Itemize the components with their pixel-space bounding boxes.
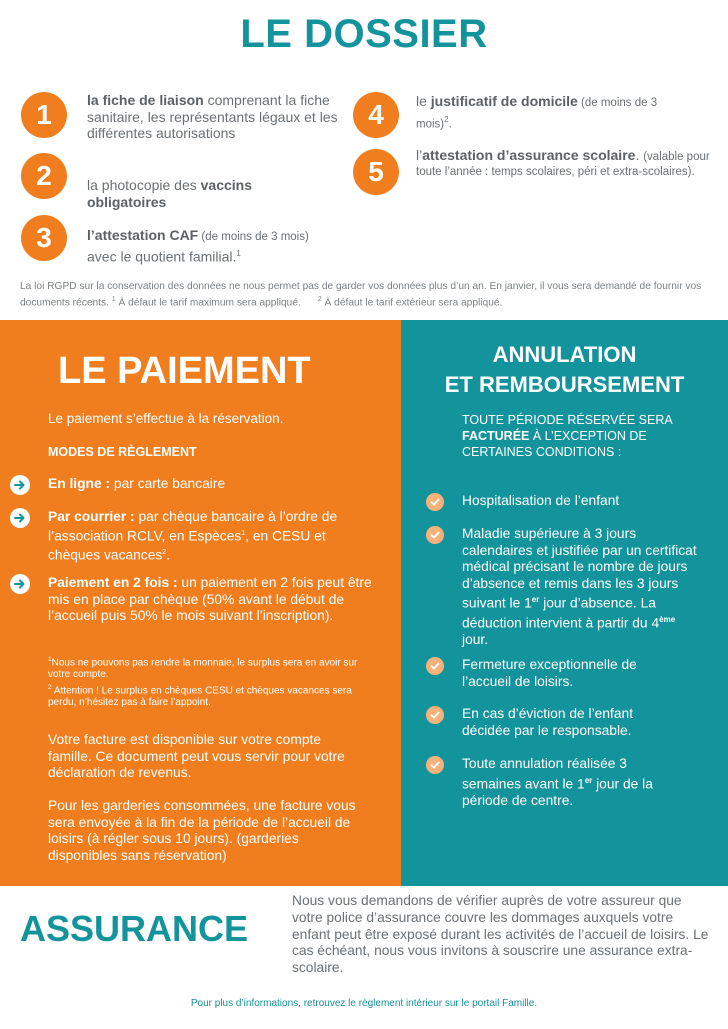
document-text-2 [87, 177, 317, 210]
arrow-right-icon [10, 574, 30, 594]
document-1-rest: comprenant la fiche sanitaire, les représentants légaux et les différentes autorisations [87, 92, 338, 141]
condition-5-sup: er [584, 775, 593, 785]
document-text-3 [87, 227, 349, 265]
rgpd-text: La loi RGPD sur la conservation des données ne nous permet pas de garder vos données plus d’un an. En janvier, il vous sera demandé de fournir vos documents récents. [20, 281, 702, 309]
payment-note-1 [48, 654, 378, 680]
condition-2-text2: jour d’absence. La déduction intervient à partir du 4 [462, 595, 660, 631]
payment-note-1-sup: 1 [48, 656, 52, 663]
document-4-small: (de moins de 3 mois) [416, 97, 658, 131]
condition-text: Fermeture exceptionnelle de l’accueil de loisirs. [462, 657, 637, 689]
condition-text: Hospitalisation de l’enfant [462, 493, 620, 508]
check-icon [426, 493, 444, 511]
payment-note-2-sup: 2 [48, 684, 52, 692]
document-5-rest: . [635, 147, 644, 163]
document-item-1 [21, 92, 351, 142]
document-item-3 [21, 215, 351, 265]
payment-mode-mail [10, 509, 390, 564]
document-3-small: (de moins de 3 mois) [198, 231, 309, 243]
check-icon [426, 706, 444, 724]
rgpd-note2: À défaut le tarif extérieur sera appliqué. [321, 297, 503, 309]
condition-item [426, 657, 721, 690]
document-5-pre: l’ [416, 147, 423, 163]
payment-note-2-text: Attention ! Le surplus en chèques CESU et chèques vacances sera perdu, n’hésitez pas à faire l’appoint. [48, 685, 352, 709]
insurance-text: Nous vous demandons de vérifier auprès de votre assureur que votre police d’assurance couvre les dommages auxquels votre enfant peut être exposé durant les activités de l’accueil de loisirs. Le cas échéant, nous vous invitons à souscrire une assurance extra-scolaire. [292, 893, 709, 976]
number-badge-2: 2 [21, 153, 67, 199]
cancellation-title-line1: ANNULATION [492, 342, 637, 367]
payment-invoice-text: Votre facture est disponible sur votre compte famille. Ce document peut vous servir pour votre déclaration de revenus. [48, 732, 345, 780]
document-5-bold: attestation d’assurance scolaire [422, 147, 636, 163]
arrow-right-icon [10, 508, 30, 528]
condition-text [462, 756, 687, 809]
page-title: LE DOSSIER [240, 12, 488, 56]
footer-note: Pour plus d’informations, retrouvez le règlement intérieur sur le portail Famille. [190, 998, 538, 1009]
document-item-2 [21, 153, 351, 210]
condition-text: En cas d’éviction de l’enfant décidée par le responsable. [462, 706, 634, 738]
condition-5-text2: jour de la période de centre. [462, 776, 653, 808]
document-text-5 [416, 149, 711, 179]
condition-2-text3: jour. [462, 632, 489, 648]
document-4-end: . [448, 118, 452, 131]
payment-mode-mail-text [48, 509, 378, 564]
number-badge-4: 4 [353, 92, 399, 138]
cancellation-title-line2: ET REMBOURSEMENT [444, 372, 685, 397]
payment-mode-mail-desc3: . [166, 547, 171, 563]
payment-daycare-text: Pour les garderies consommées, une facture vous sera envoyée à la fin de la période de l’accueil de loisirs (à régler sous 10 jours). (garderies disponibles sans réservation) [48, 798, 356, 863]
cancellation-title [401, 340, 728, 400]
arrow-right-icon [10, 475, 30, 495]
rgpd-note2-sup: 2 [317, 296, 322, 303]
payment-mode-installments-label: Paiement en 2 fois : [48, 575, 178, 590]
payment-mode-mail-label: Par courrier : [48, 509, 135, 524]
document-5-small: (valable pour toute l’année : temps scolaires, péri et extra-scolaires). [416, 151, 710, 178]
document-3-bold: l’attestation CAF [87, 227, 199, 243]
insurance-title: ASSURANCE [20, 908, 249, 949]
number-badge-3: 3 [21, 215, 67, 261]
payment-note-2 [48, 682, 378, 708]
document-3-rest: avec le quotient familial. [87, 248, 237, 265]
condition-2-text: Maladie supérieure à 3 jours calendaires et justifiée par un certificat médical précisant le nombre de jours d’absence et remis dans les 3 jours suivant le 1 [462, 526, 697, 611]
document-1-bold: la fiche de liaison [87, 92, 204, 108]
payment-mode-mail-desc: par chèque bancaire à l’ordre de l’association RCLV, en Espèces [48, 509, 338, 544]
document-4-bold: justificatif de domicile [430, 93, 578, 109]
check-icon [426, 657, 444, 675]
document-text-4 [416, 93, 691, 133]
payment-mode-installments [10, 575, 390, 625]
payment-title: LE PAIEMENT [58, 350, 311, 392]
payment-mode-mail-sup1: 1 [241, 529, 246, 537]
rgpd-note1: À défaut le tarif maximum sera appliqué. [115, 297, 301, 309]
condition-2-sup2: ème [659, 615, 676, 625]
condition-item [426, 756, 721, 809]
cancellation-intro-pre: TOUTE PÉRIODE RÉSERVÉE SERA [462, 413, 673, 427]
rgpd-note [20, 280, 710, 309]
cancellation-panel [401, 320, 728, 886]
payment-notes [48, 654, 378, 711]
payment-mode-mail-desc2: , en CESU et chèques vacances [48, 528, 326, 563]
payment-modes-heading: MODES DE RÈGLEMENT [48, 445, 197, 459]
payment-mode-online-label: En ligne : [48, 476, 111, 491]
number-badge-1: 1 [21, 92, 67, 138]
payment-mode-online-text [48, 476, 225, 493]
payment-intro: Le paiement s’effectue à la réservation. [48, 411, 284, 426]
condition-text [462, 526, 697, 649]
payment-mode-online [10, 476, 390, 495]
payment-mode-online-desc: par carte bancaire [110, 476, 226, 491]
payment-panel [0, 320, 401, 886]
document-4-pre: le [416, 93, 431, 109]
rgpd-note1-sup: 1 [111, 296, 116, 303]
condition-item [426, 493, 721, 511]
number-badge-5: 5 [353, 149, 399, 195]
check-icon [426, 756, 444, 774]
condition-2-sup: er [531, 595, 540, 604]
condition-item [426, 526, 721, 649]
payment-mode-mail-sup2: 2 [162, 548, 167, 556]
document-2-pre: la photocopie des [87, 177, 201, 193]
payment-mode-installments-text [48, 575, 378, 625]
payment-note-1-text: Nous ne pouvons pas rendre la monnaie, le surplus sera en avoir sur votre compte. [48, 657, 358, 680]
condition-item [426, 706, 721, 739]
check-icon [426, 526, 444, 544]
document-item-5 [353, 149, 713, 195]
document-3-sup: 1 [236, 248, 241, 258]
document-2-bold: vaccins obligatoires [87, 177, 253, 210]
cancellation-intro-bold: FACTURÉE [462, 429, 530, 443]
condition-5-text: Toute annulation réalisée 3 semaines avant le 1 [462, 756, 627, 792]
cancellation-intro [462, 412, 702, 460]
document-4-sup: 2 [444, 114, 449, 124]
document-item-4 [353, 92, 713, 138]
document-text-1 [87, 92, 349, 142]
cancellation-intro-post: À L’EXCEPTION DE CERTAINES CONDITIONS : [462, 429, 647, 459]
payment-mode-installments-desc: un paiement en 2 fois peut être mis en place par chèque (50% avant le début de l’accueil puis 50% le mois suivant l’inscription). [48, 575, 372, 623]
